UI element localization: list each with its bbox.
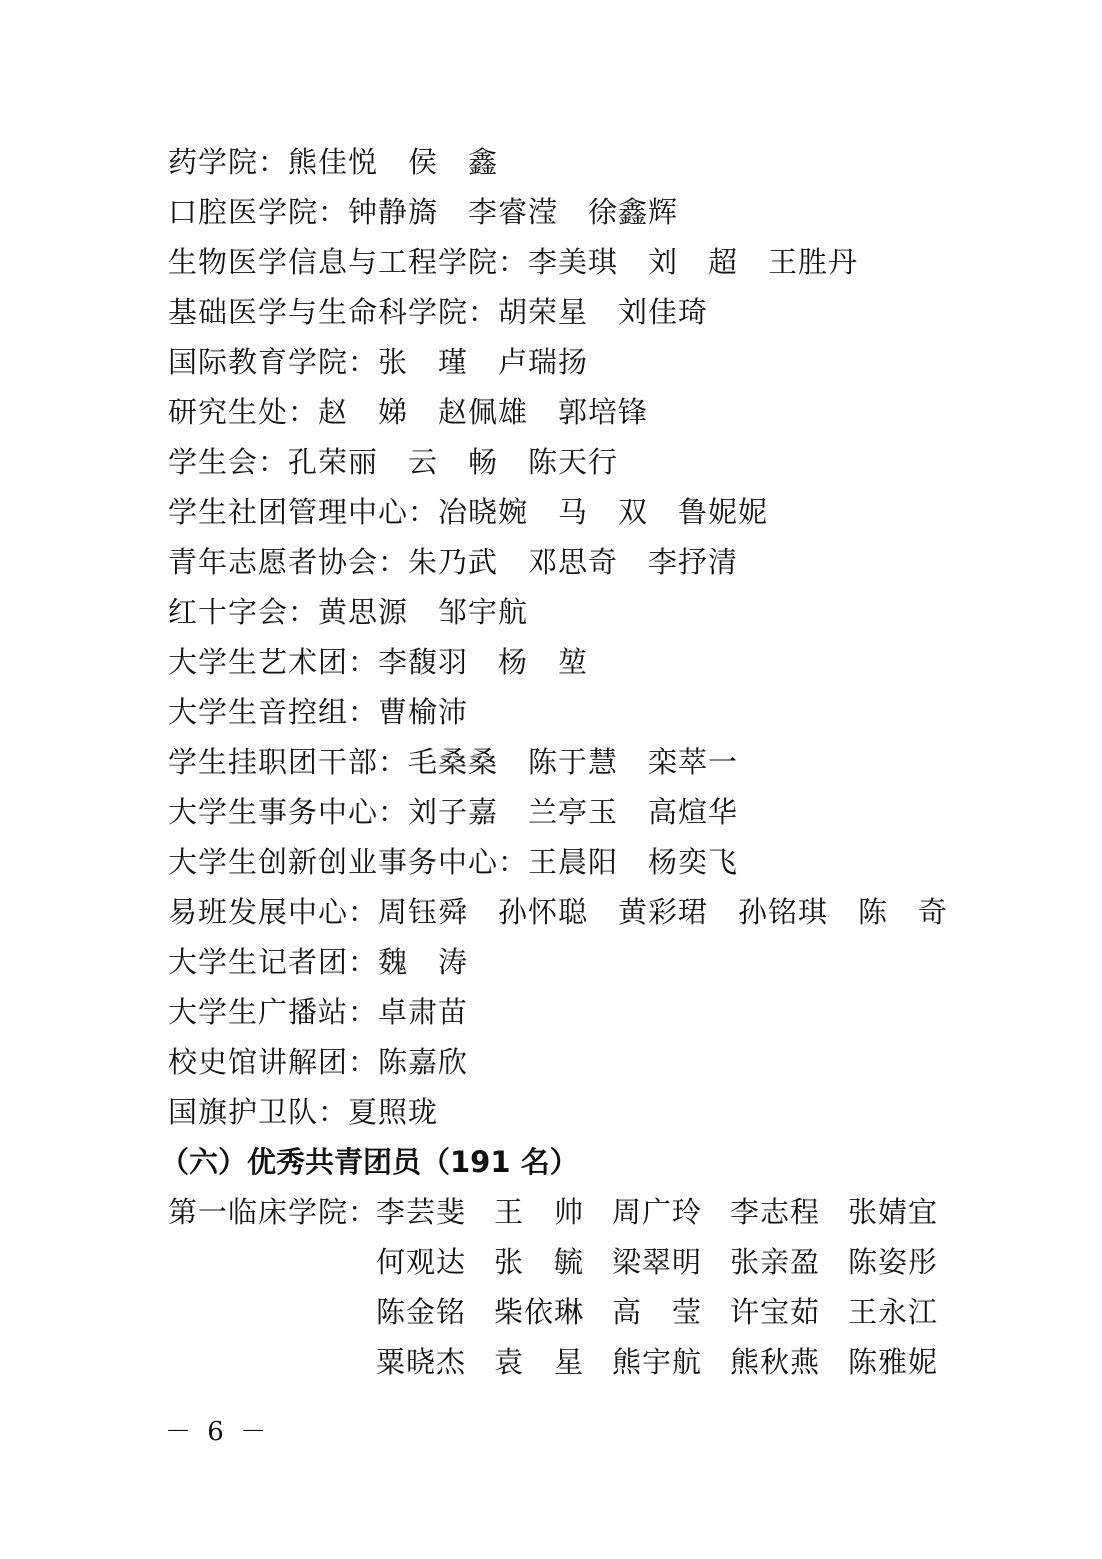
member-name: 熊宇航: [612, 1345, 703, 1379]
member-names: 熊佳悦 侯 鑫: [288, 145, 499, 179]
table-row: [168, 1187, 968, 1237]
member-name: 熊秋燕: [730, 1345, 821, 1379]
member-names: 毛桑桑 陈于慧 栾萃一: [408, 745, 739, 779]
separator: ：: [408, 495, 439, 529]
member-names: 孔荣丽 云 畅 陈天行: [288, 445, 619, 479]
list-item: [168, 437, 968, 487]
separator: ：: [378, 545, 409, 579]
unit-name-grid: [168, 1187, 968, 1387]
member-names: 王晨阳 杨奕飞: [528, 845, 739, 879]
member-name: 王 帅: [494, 1195, 585, 1229]
unit-name: 基础医学与生命科学院: [168, 295, 469, 329]
list-item: [168, 387, 968, 437]
list-item: [168, 687, 968, 737]
unit-name: 校史馆讲解团: [168, 1045, 349, 1079]
member-name: 袁 星: [494, 1345, 585, 1379]
unit-name: 易班发展中心: [168, 895, 349, 929]
table-row: [168, 1237, 968, 1287]
unit-name: 学生社团管理中心: [168, 495, 409, 529]
separator: ：: [318, 1095, 349, 1129]
list-item: [168, 837, 968, 887]
member-name: 王永江: [848, 1295, 939, 1329]
table-row: [168, 1287, 968, 1337]
member-name: 张 毓: [494, 1245, 585, 1279]
member-name: 粟晓杰: [376, 1345, 467, 1379]
award-list: [160, 137, 968, 1387]
member-names: 朱乃武 邓思奇 李抒清: [408, 545, 739, 579]
unit-name: 大学生广播站: [168, 995, 349, 1029]
separator: ：: [378, 795, 409, 829]
member-name: 陈姿彤: [848, 1245, 939, 1279]
table-row: [168, 1337, 968, 1387]
unit-name: 口腔医学院: [168, 195, 319, 229]
member-name: 何观达: [376, 1245, 467, 1279]
member-name: 柴依琳: [494, 1295, 585, 1329]
unit-name: 大学生艺术团: [168, 645, 349, 679]
member-names: 李馥羽 杨 堃: [378, 645, 589, 679]
separator: ：: [318, 195, 349, 229]
unit-name: 研究生处: [168, 395, 289, 429]
member-names: 黄思源 邹宇航: [318, 595, 529, 629]
unit-name: 生物医学信息与工程学院: [168, 245, 499, 279]
list-item: [168, 137, 968, 187]
separator: ：: [498, 245, 529, 279]
member-names: 刘子嘉 兰亭玉 高煊华: [408, 795, 739, 829]
separator: ：: [258, 145, 289, 179]
unit-name: 国旗护卫队: [168, 1095, 319, 1129]
list-item: [168, 637, 968, 687]
list-item: [168, 987, 968, 1037]
separator: ：: [288, 395, 319, 429]
member-names: 张 瑾 卢瑞扬: [378, 345, 589, 379]
member-names: 冶晓婉 马 双 鲁妮妮: [438, 495, 769, 529]
list-item: [168, 787, 968, 837]
unit-name: 大学生创新创业事务中心: [168, 845, 499, 879]
member-name: 张婧宜: [848, 1195, 939, 1229]
list-item: [168, 937, 968, 987]
member-name: 李芸斐: [376, 1195, 467, 1229]
list-item: [168, 287, 968, 337]
list-item: [168, 1037, 968, 1087]
member-name: 高 莹: [612, 1295, 703, 1329]
member-names: 周钰舜 孙怀聪 黄彩珺 孙铭琪 陈 奇: [378, 895, 949, 929]
separator: ：: [348, 895, 379, 929]
separator: ：: [348, 1045, 379, 1079]
list-item: [168, 587, 968, 637]
member-name: 张亲盈: [730, 1245, 821, 1279]
member-name: 梁翠明: [612, 1245, 703, 1279]
list-item: [168, 737, 968, 787]
separator: ：: [288, 595, 319, 629]
member-name: 陈雅妮: [848, 1345, 939, 1379]
unit-name: 大学生音控组: [168, 695, 349, 729]
section-heading: （六）优秀共青团员（191 名）: [160, 1145, 579, 1179]
member-name: 周广玲: [612, 1195, 703, 1229]
list-item: [168, 187, 968, 237]
separator: ：: [348, 995, 379, 1029]
list-item: [168, 1087, 968, 1137]
unit-name: 大学生记者团: [168, 945, 349, 979]
list-item: [168, 237, 968, 287]
separator: ：: [468, 295, 499, 329]
unit-name: 国际教育学院: [168, 345, 349, 379]
separator: ：: [348, 945, 379, 979]
member-name: 陈金铭: [376, 1295, 467, 1329]
unit-name: 学生挂职团干部: [168, 745, 379, 779]
separator: ：: [348, 645, 379, 679]
separator: ：: [378, 745, 409, 779]
separator: ：: [258, 445, 289, 479]
list-item: [168, 337, 968, 387]
unit-name: 药学院: [168, 145, 259, 179]
unit-name: 青年志愿者协会: [168, 545, 379, 579]
unit-name: 红十字会: [168, 595, 289, 629]
member-name: 李志程: [730, 1195, 821, 1229]
list-item: [168, 887, 968, 937]
member-names: 夏照珑: [348, 1095, 439, 1129]
member-names: 胡荣星 刘佳琦: [498, 295, 709, 329]
member-names: 曹榆沛: [378, 695, 469, 729]
member-names: 魏 涛: [378, 945, 469, 979]
member-names: 卓肃苗: [378, 995, 469, 1029]
member-names: 李美琪 刘 超 王胜丹: [528, 245, 859, 279]
separator: ：: [348, 695, 379, 729]
page-number: － 6 －: [165, 1417, 271, 1447]
list-item: [168, 487, 968, 537]
list-item: [168, 537, 968, 587]
separator: ：: [498, 845, 529, 879]
unit-name: 学生会: [168, 445, 259, 479]
separator: ：: [348, 345, 379, 379]
unit-name: 第一临床学院：: [168, 1195, 379, 1229]
member-name: 许宝茹: [730, 1295, 821, 1329]
unit-name: 大学生事务中心: [168, 795, 379, 829]
member-names: 赵 娣 赵佩雄 郭培锋: [318, 395, 649, 429]
member-names: 钟静旖 李睿滢 徐鑫辉: [348, 195, 679, 229]
member-names: 陈嘉欣: [378, 1045, 469, 1079]
